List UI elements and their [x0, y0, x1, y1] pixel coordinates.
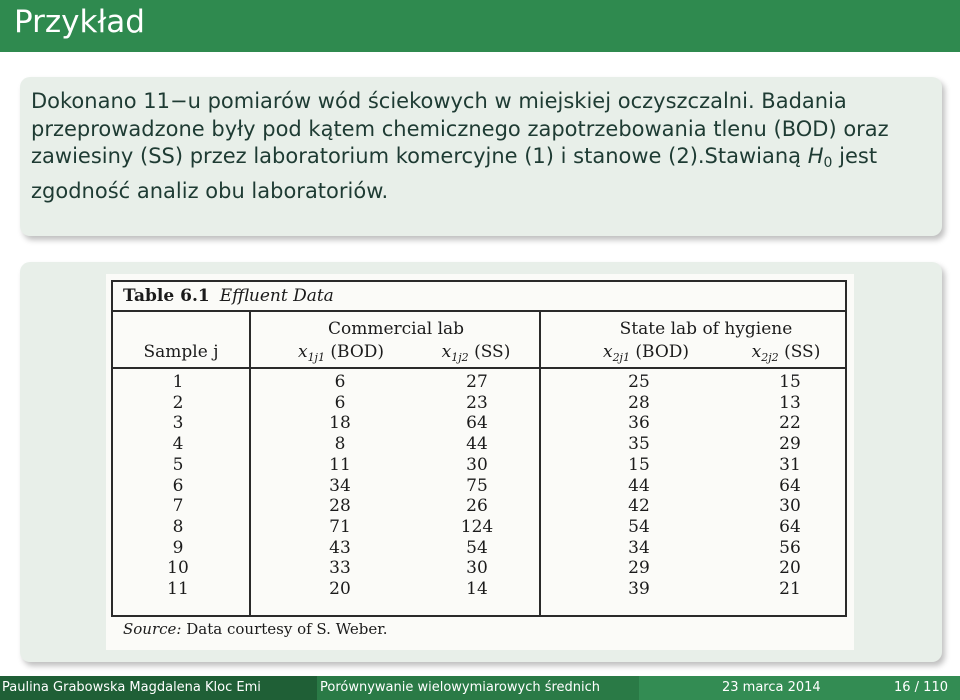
- divider-sample: [249, 310, 251, 617]
- value-cell: 29: [779, 434, 801, 455]
- sample-cell: 7: [172, 496, 184, 517]
- value-cell: 75: [466, 475, 488, 496]
- value-cell: 18: [329, 413, 351, 434]
- col-header-x2j1: [571, 342, 721, 364]
- value-cell: 30: [466, 454, 488, 475]
- value-cell: 25: [628, 372, 650, 392]
- footer-bar: [0, 676, 960, 700]
- col-header-x2j2: [726, 342, 846, 364]
- value-cell: 27: [466, 372, 488, 392]
- sample-cell: 2: [172, 392, 184, 413]
- table-source: [123, 620, 388, 638]
- value-cell: 20: [779, 558, 801, 579]
- table-caption: Effluent Data: [219, 286, 334, 306]
- value-cell: 28: [329, 496, 351, 517]
- sample-cell: 4: [172, 434, 184, 455]
- value-cell: 54: [466, 537, 488, 558]
- slide-title-bar: [0, 0, 960, 52]
- col-header-x1j2: [416, 342, 536, 364]
- value-cell: 30: [779, 496, 801, 517]
- value-cell: 34: [329, 475, 351, 496]
- hypothesis-symbol: H: [807, 144, 824, 168]
- value-cell: 44: [628, 475, 650, 496]
- value-cell: 44: [466, 434, 488, 455]
- value-cell: 14: [466, 579, 488, 599]
- value-cell: 34: [628, 537, 650, 558]
- sample-header: Sample j: [143, 342, 219, 362]
- value-cell: 11: [329, 454, 351, 475]
- sample-cell: 5: [172, 454, 184, 475]
- source-text: Data courtesy of S. Weber.: [186, 620, 388, 638]
- value-cell: 22: [779, 413, 801, 434]
- col-var: x: [297, 342, 308, 362]
- value-cell: 54: [628, 516, 650, 537]
- col-label: (SS): [784, 342, 821, 362]
- col-var: x: [751, 342, 762, 362]
- value-cell: 21: [779, 579, 801, 599]
- col-var: x: [602, 342, 613, 362]
- value-cell: 42: [628, 496, 650, 517]
- footer-authors: Paulina Grabowska Magdalena Kloc Emi: [0, 676, 317, 700]
- sample-cell: 3: [172, 413, 184, 434]
- value-cell: 6: [334, 392, 346, 413]
- value-cell: 56: [779, 537, 801, 558]
- value-cell: 26: [466, 496, 488, 517]
- value-cell: 124: [460, 516, 494, 537]
- value-cell: 30: [466, 558, 488, 579]
- value-cell: 33: [329, 558, 351, 579]
- footer-meta: [639, 676, 960, 700]
- source-label: Source:: [123, 620, 182, 638]
- value-cell: 64: [466, 413, 488, 434]
- col-header-x1j1: [271, 342, 411, 364]
- value-cell: 6: [334, 372, 346, 392]
- description-part-2: jest zgodność analiz obu laboratoriów.: [31, 144, 878, 203]
- sample-cell: 1: [172, 372, 184, 392]
- value-cell: 23: [466, 392, 488, 413]
- footer-page-number: 16 / 110: [894, 680, 948, 695]
- problem-description: [31, 88, 931, 205]
- col-sub: 1j1: [307, 351, 325, 364]
- value-cell: 36: [628, 413, 650, 434]
- table-title: [123, 286, 334, 306]
- col-label: (BOD): [330, 342, 385, 362]
- col-label: (BOD): [635, 342, 690, 362]
- effluent-data-table-image: [106, 274, 854, 650]
- col-var: x: [441, 342, 452, 362]
- col-sub: 2j2: [761, 351, 779, 364]
- sample-cell: 10: [167, 558, 189, 579]
- value-cell: 29: [628, 558, 650, 579]
- sample-cell: 8: [172, 516, 184, 537]
- value-cell: 64: [779, 475, 801, 496]
- value-cell: 20: [329, 579, 351, 599]
- col-sub: 2j1: [612, 351, 630, 364]
- footer-date: 23 marca 2014: [722, 680, 821, 695]
- hypothesis-subscript: 0: [823, 155, 833, 171]
- value-cell: 39: [628, 579, 650, 599]
- sample-cell: 9: [172, 537, 184, 558]
- group-commercial: Commercial lab: [327, 319, 465, 339]
- value-cell: 28: [628, 392, 650, 413]
- value-cell: 43: [329, 537, 351, 558]
- value-cell: 64: [779, 516, 801, 537]
- value-cell: 35: [628, 434, 650, 455]
- slide-title: Przykład: [14, 4, 145, 40]
- sample-cell: 11: [167, 579, 189, 599]
- rule-under-header: [111, 367, 847, 369]
- value-cell: 71: [329, 516, 351, 537]
- value-cell: 31: [779, 454, 801, 475]
- description-part-1: Dokonano 11−u pomiarów wód ściekowych w miejskiej oczyszczalni. Badania przeprowadzone były pod kątem chemicznego zapotrzebowania tlenu (BOD) oraz zawiesiny (SS) przez laboratorium komercyjne (1) i stanowe (2).Stawianą: [31, 89, 889, 168]
- divider-groups: [539, 310, 541, 617]
- value-cell: 8: [334, 434, 346, 455]
- group-state: State lab of hygiene: [619, 319, 793, 339]
- footer-title: Porównywanie wielowymiarowych średnich: [317, 676, 639, 700]
- value-cell: 13: [779, 392, 801, 413]
- sample-cell: 6: [172, 475, 184, 496]
- table-label: Table 6.1: [123, 286, 210, 306]
- col-label: (SS): [474, 342, 511, 362]
- value-cell: 15: [628, 454, 650, 475]
- col-sub: 1j2: [451, 351, 469, 364]
- value-cell: 15: [779, 372, 801, 392]
- rule-under-title: [111, 310, 847, 312]
